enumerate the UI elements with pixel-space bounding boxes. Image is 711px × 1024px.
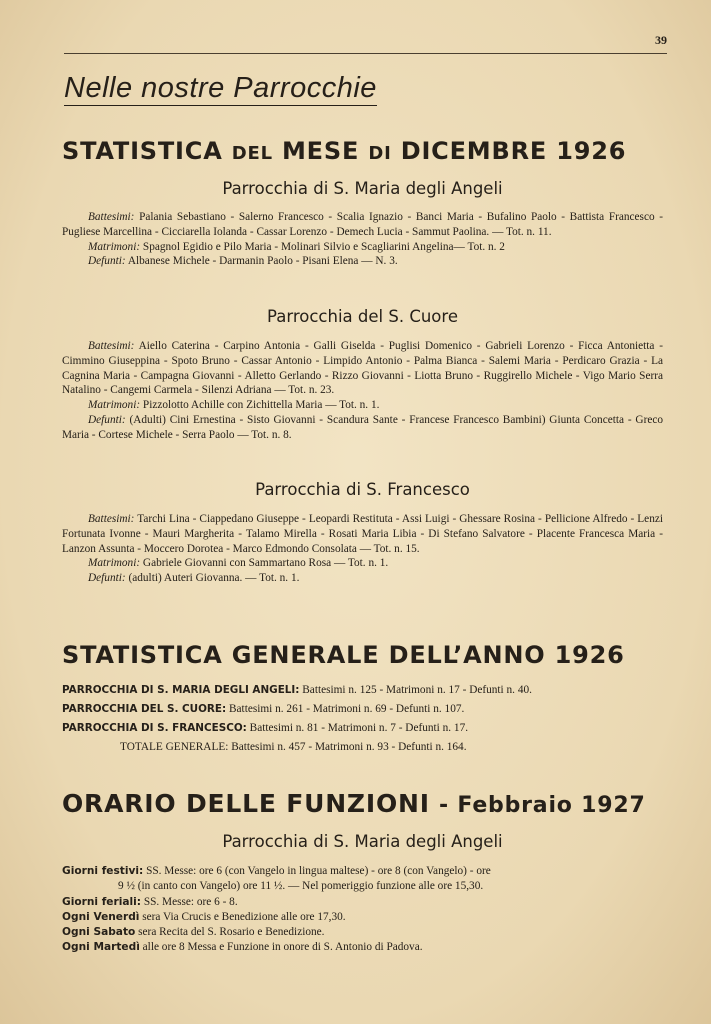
orario-item-feriali: Giorni feriali: SS. Messe: ore 6 - 8. xyxy=(62,895,238,908)
defunti-entry: Defunti: (adulti) Auteri Giovanna. — Tot. n. 1. xyxy=(88,572,300,585)
matrimoni-entry: Matrimoni: Pizzolotto Achille con Zichittella Maria — Tot. n. 1. xyxy=(88,399,380,412)
battesimi-entry: Battesimi: Palania Sebastiano - Salerno Francesco - Scalia Ignazio - Banci Maria - Bufalino Paolo - Battista Francesco - Pugliese Marcellina - Cicciarella Iolanda - Cassar Lorenzo - Demech Lucia - Sammut Paolina. — Tot. n. 11. xyxy=(62,211,663,238)
orario-heading: ORARIO DELLE FUNZIONI - Febbraio 1927 xyxy=(62,789,646,818)
annual-row: PARROCCHIA DI S. FRANCESCO: Battesimi n. 81 - Matrimoni n. 7 - Defunti n. 17. xyxy=(62,722,469,734)
parish-title-san-francesco: Parrocchia di S. Francesco xyxy=(255,480,470,499)
orario-item-sabato: Ogni Sabato sera Recita del S. Rosario e Benedizione. xyxy=(62,926,325,939)
annual-row: PARROCCHIA DEL S. CUORE: Battesimi n. 261 - Matrimoni n. 69 - Defunti n. 107. xyxy=(62,703,465,715)
annual-table xyxy=(62,681,663,757)
matrimoni-entry: Matrimoni: Gabriele Giovanni con Sammartano Rosa — Tot. n. 1. xyxy=(88,557,389,570)
annual-total: TOTALE GENERALE: Battesimi n. 457 - Matrimoni n. 93 - Defunti n. 164. xyxy=(120,741,467,753)
orario-item-festivi-cont: 9 ½ (in canto con Vangelo) ore 11 ½. — Nel pomeriggio funzione alle ore 15,30. xyxy=(118,880,484,893)
parish-block-maria-angeli xyxy=(62,210,663,269)
monthly-heading: STATISTICA DEL MESE DI DICEMBRE 1926 xyxy=(62,137,627,165)
battesimi-entry: Battesimi: Tarchi Lina - Ciappedano Giuseppe - Leopardi Restituta - Assi Luigi - Ghessare Rosina - Pellicione Alfredo - Lenzi Fortunata Ivonne - Mauri Margherita - Talamo Mirella - Rosati Maria Libia - Di Stefano Salvatore - Placente Francesca Maria - Lanzon Assunta - Moccero Dorotea - Marco Edmondo Consolata — Tot. n. 15. xyxy=(62,513,663,555)
orario-list xyxy=(62,864,663,956)
header-rule xyxy=(64,53,667,54)
section-rubric: Nelle nostre Parrocchie xyxy=(64,72,377,104)
orario-parish-title: Parrocchia di S. Maria degli Angeli xyxy=(222,832,503,851)
orario-item-martedi: Ogni Martedì alle ore 8 Messa e Funzione in onore di S. Antonio di Padova. xyxy=(62,941,423,954)
page-number: 39 xyxy=(655,33,667,47)
battesimi-entry: Battesimi: Aiello Caterina - Carpino Antonia - Galli Giselda - Puglisi Domenico - Gabrieli Lorenzo - Ficca Antonietta - Cimmino Giuseppina - Spoto Bruno - Cassar Antonio - Limpido Antonio - Palma Bianca - Salemi Maria - Perdicaro Grazia - La Cagnina Maria - Campagna Giovanni - Alletto Gerlando - Rizzo Giovanni - Liotta Bruno - Ruggirello Michele - Vigo Mario Serra Natalino - Cangemi Carmela - Silenzi Adriana — Tot. n. 23. xyxy=(62,340,663,397)
annual-row: PARROCCHIA DI S. MARIA DEGLI ANGELI: Battesimi n. 125 - Matrimoni n. 17 - Defunti n. 40. xyxy=(62,684,532,696)
matrimoni-entry: Matrimoni: Spagnol Egidio e Pilo Maria - Molinari Silvio e Scagliarini Angelina— Tot. n. 2 xyxy=(88,240,505,253)
parish-block-san-francesco xyxy=(62,512,663,586)
parish-block-sacro-cuore xyxy=(62,339,663,443)
parish-title-sacro-cuore: Parrocchia del S. Cuore xyxy=(267,307,458,326)
parish-title-maria-angeli: Parrocchia di S. Maria degli Angeli xyxy=(222,179,503,198)
defunti-entry: Defunti: Albanese Michele - Darmanin Paolo - Pisani Elena — N. 3. xyxy=(88,255,398,268)
annual-heading: STATISTICA GENERALE DELL’ANNO 1926 xyxy=(62,641,625,669)
orario-item-festivi: Giorni festivi: SS. Messe: ore 6 (con Vangelo in lingua maltese) - ore 8 (con Vangelo) - ore xyxy=(62,865,491,877)
orario-item-venerdi: Ogni Venerdì sera Via Crucis e Benedizione alle ore 17,30. xyxy=(62,910,346,923)
defunti-entry: Defunti: (Adulti) Cini Ernestina - Sisto Giovanni - Scandura Sante - Francese Francesco Bambini) Giunta Concetta - Greco Maria - Cortese Michele - Serra Paolo — Tot. n. 8. xyxy=(62,413,664,441)
